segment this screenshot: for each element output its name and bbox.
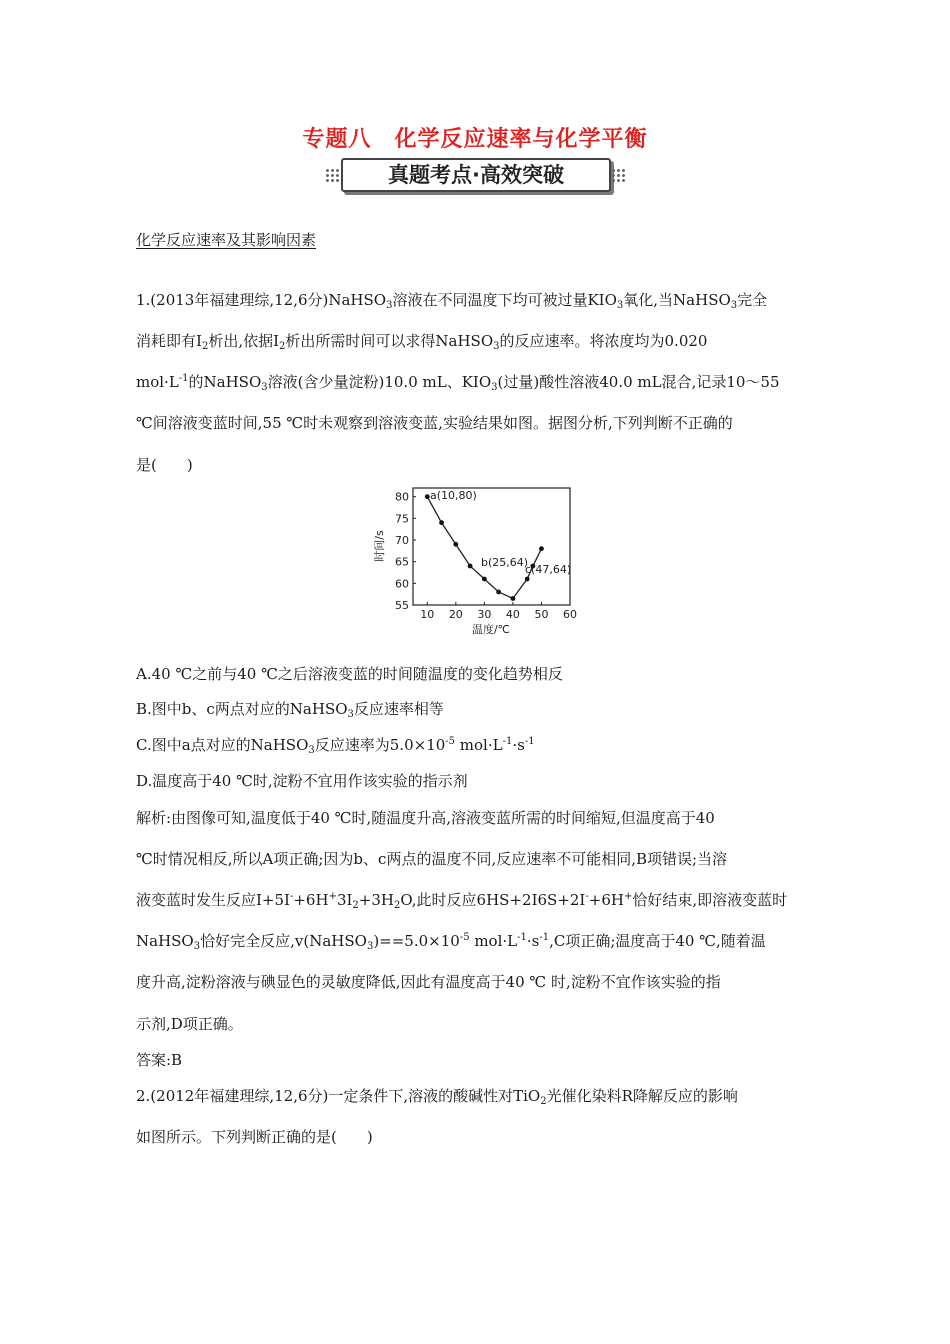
data-point <box>539 546 544 551</box>
option-c: C.图中a点对应的NaHSO$_3$反应速率为$5.0\times 10^{-5}$ $mol\cdot L^{-1}\cdot s^{-1}$ <box>136 736 535 756</box>
x-axis-label: 温度/℃ <box>471 623 511 636</box>
x-tick-label: 40 <box>505 608 520 621</box>
analysis-line: 解析:由图像可知,温度低于40 ℃时,随温度升高,溶液变蓝所需的时间缩短,但温度高于40 <box>136 809 715 827</box>
x-tick-label: 30 <box>477 608 492 621</box>
banner-text: 真题考点·高效突破 <box>341 158 611 192</box>
x-tick-label: 20 <box>448 608 463 621</box>
section-heading: 化学反应速率及其影响因素 <box>136 231 317 249</box>
x-tick-label: 10 <box>420 608 435 621</box>
annotation-b: b(25,64) <box>481 556 529 569</box>
dots-decoration-left <box>325 168 339 182</box>
option-d: D.温度高于40 ℃时,淀粉不宜用作该实验的指示剂 <box>136 772 468 790</box>
x-tick-label: 50 <box>534 608 549 621</box>
data-point <box>439 520 444 525</box>
question-1-line: $mol\cdot L^{-1}$的NaHSO$_3$溶液(含少量淀粉)10.0 mL、$KIO_3$(过量)酸性溶液40.0 mL混合,记录10～55 <box>136 373 780 393</box>
answer: 答案:B <box>136 1051 183 1069</box>
plot-frame <box>413 488 570 605</box>
analysis-line: ℃时情况相反,所以A项正确;因为b、c两点的温度不同,反应速率不可能相同,B项错误;当溶 <box>136 850 728 868</box>
y-tick-label: 80 <box>395 490 409 504</box>
question-1-line: 是( ) <box>136 456 193 474</box>
data-point <box>482 577 487 582</box>
y-tick-label: 70 <box>395 534 409 547</box>
y-tick-label: 65 <box>395 555 409 569</box>
data-point <box>525 577 530 582</box>
data-point <box>453 542 458 547</box>
analysis-line: 度升高,淀粉溶液与碘显色的灵敏度降低,因此有温度高于40 ℃ 时,淀粉不宜作该实验的指 <box>136 973 721 991</box>
question-2-line: 2.(2012年福建理综,12,6分)一定条件下,溶液的酸碱性对TiO$_2$光催化染料R降解反应的影响 <box>136 1087 738 1107</box>
temperature-time-chart <box>370 480 585 640</box>
question-2-line: 如图所示。下列判断正确的是( ) <box>136 1128 373 1146</box>
y-axis-label: 时间/s <box>373 530 386 562</box>
annotation-c: c(47,64) <box>525 563 572 576</box>
chapter-title: 专题八 化学反应速率与化学平衡 <box>302 127 648 152</box>
question-1-line: 1.(2013年福建理综,12,6分)NaHSO$_3$溶液在不同温度下均可被过量$KIO_3$氧化,当NaHSO$_3$完全 <box>136 291 768 311</box>
y-tick-label: 75 <box>395 512 409 526</box>
section-banner <box>325 158 625 192</box>
annotation-a: a(10,80) <box>430 489 477 502</box>
data-point <box>511 596 516 601</box>
dots-decoration-right <box>611 168 625 182</box>
analysis-line: 液变蓝时发生反应$I+5I^-+6H^+3I_2+3H_2O$,此时反应6HS+2I6S+2I-+6H+恰好结束,即溶液变蓝时 <box>136 891 788 911</box>
data-point <box>468 564 473 569</box>
option-a: A.40 ℃之前与40 ℃之后溶液变蓝的时间随温度的变化趋势相反 <box>136 665 563 683</box>
option-b: B.图中b、c两点对应的NaHSO$_3$反应速率相等 <box>136 700 444 720</box>
x-tick-label: 60 <box>563 608 577 621</box>
question-1-line: 消耗即有$I_2$析出,依据$I_2$析出所需时间可以求得NaHSO$_3$的反应速率。将浓度均为0.020 <box>136 332 708 352</box>
question-1-line: ℃间溶液变蓝时间,55 ℃时未观察到溶液变蓝,实验结果如图。据图分析,下列判断不正确的 <box>136 414 733 432</box>
data-point <box>425 494 430 499</box>
analysis-line: NaHSO$_3$恰好完全反应$,v(NaHSO_3)==5.0\times 10^{-5}$ $mol\cdot L^{-1}\cdot s^{-1},C$项正确;温度高于40 ℃,随着温 <box>136 932 766 952</box>
y-tick-label: 55 <box>395 599 409 612</box>
series-line <box>427 497 541 599</box>
analysis-line: 示剂,D项正确。 <box>136 1015 243 1033</box>
data-point <box>496 590 501 595</box>
y-tick-label: 60 <box>395 577 409 591</box>
